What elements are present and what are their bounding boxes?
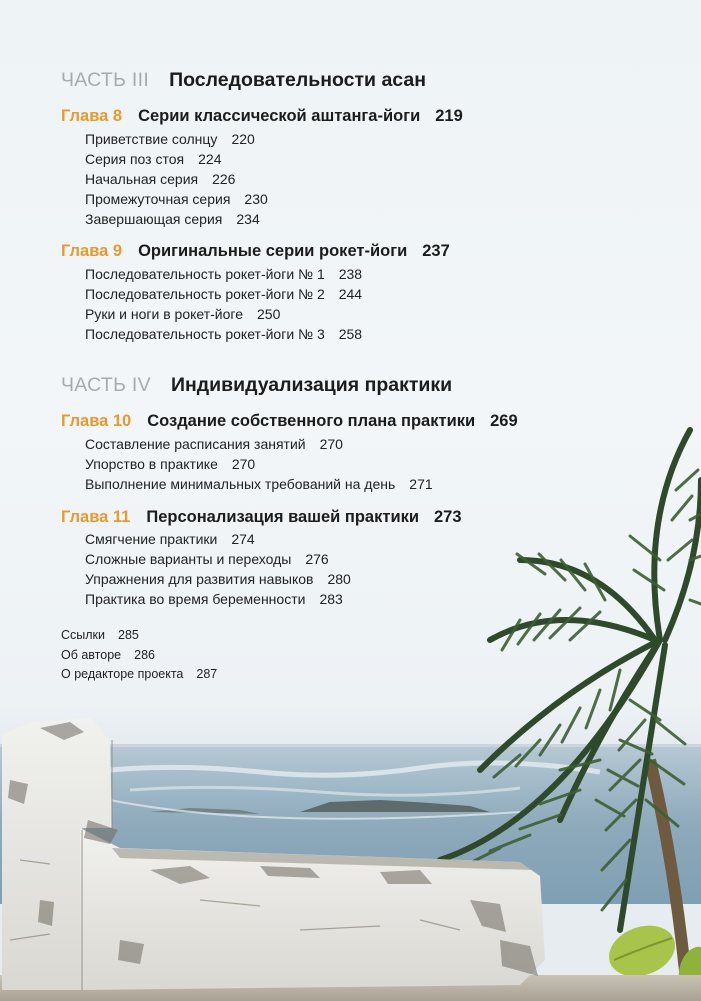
entry-title: Выполнение минимальных требований на день (85, 476, 396, 492)
entry-title: Руки и ноги в рокет-йоге (85, 306, 243, 322)
entry-page-number: 287 (196, 667, 218, 681)
toc-entry (85, 131, 255, 147)
toc-entry (85, 211, 260, 227)
entry-page-number: 258 (338, 326, 363, 342)
toc-entry (85, 571, 351, 587)
entry-title: Упражнения для развития навыков (85, 571, 314, 587)
chapter-page-number: 237 (422, 242, 450, 260)
entry-title: Завершающая серия (85, 211, 223, 227)
entry-page-number: 226 (212, 171, 236, 187)
entry-page-number: 276 (305, 551, 329, 567)
part-heading-3 (61, 69, 426, 92)
entry-title: Сложные варианты и переходы (85, 551, 292, 567)
toc-entry (85, 436, 343, 452)
entry-page-number: 230 (244, 191, 268, 207)
back-matter-entry (61, 648, 155, 662)
back-matter-entry (61, 628, 139, 642)
entry-page-number: 244 (338, 286, 363, 302)
chapter-page-number: 273 (434, 508, 462, 526)
toc-entry (85, 151, 221, 167)
entry-title: Последовательность рокет-йоги № 1 (85, 266, 325, 282)
back-matter-entry (61, 667, 217, 681)
entry-title: Серия поз стоя (85, 151, 185, 167)
chapter-page-number: 219 (435, 107, 463, 125)
chapter-label: Глава 8 (61, 107, 123, 125)
chapter-heading-10 (61, 412, 518, 431)
chapter-heading-9 (61, 242, 450, 261)
toc-entry (85, 306, 280, 322)
part-label: ЧАСТЬ III (61, 69, 150, 91)
toc-entry (85, 591, 343, 607)
chapter-label: Глава 9 (61, 242, 123, 260)
toc-entry (85, 326, 362, 342)
chapter-heading-8 (61, 107, 463, 126)
chapter-title: Персонализация вашей практики (146, 508, 419, 526)
toc-entry (85, 551, 329, 567)
chapter-page-number: 269 (490, 412, 518, 430)
entry-page-number: 274 (231, 531, 255, 547)
chapter-heading-11 (61, 508, 462, 527)
entry-page-number: 280 (327, 571, 351, 587)
entry-title: Смягчение практики (85, 531, 218, 547)
part-heading-4 (61, 374, 452, 397)
entry-title: Составление расписания занятий (85, 436, 306, 452)
entry-page-number: 270 (231, 456, 256, 472)
toc-entry (85, 456, 255, 472)
toc-entry (85, 531, 255, 547)
chapter-title: Оригинальные серии рокет-йоги (138, 242, 408, 260)
chapter-label: Глава 10 (61, 412, 132, 430)
entry-page-number: 270 (319, 436, 343, 452)
chapter-title: Серии классической аштанга-йоги (138, 107, 421, 125)
entry-title: Приветствие солнцу (85, 131, 218, 147)
entry-title: О редакторе проекта (61, 667, 184, 681)
entry-page-number: 250 (257, 306, 281, 322)
entry-page-number: 283 (319, 591, 343, 607)
entry-page-number: 285 (118, 628, 139, 642)
entry-page-number: 286 (134, 648, 155, 662)
entry-title: Последовательность рокет-йоги № 2 (85, 286, 325, 302)
entry-page-number: 220 (231, 131, 255, 147)
part-label: ЧАСТЬ IV (61, 374, 151, 396)
entry-title: Практика во время беременности (85, 591, 306, 607)
part-title: Последовательности асан (169, 69, 427, 91)
entry-page-number: 238 (338, 266, 363, 282)
entry-title: Ссылки (61, 628, 106, 642)
toc-entry (85, 171, 235, 187)
entry-title: Об авторе (61, 648, 122, 662)
chapter-title: Создание собственного плана практики (147, 412, 476, 430)
entry-title: Промежуточная серия (85, 191, 231, 207)
toc-entry (85, 476, 433, 492)
toc-entry (85, 286, 362, 302)
chapter-label: Глава 11 (61, 508, 131, 526)
entry-page-number: 224 (198, 151, 222, 167)
part-title: Индивидуализация практики (170, 374, 453, 396)
entry-title: Упорство в практике (85, 456, 218, 472)
toc-entry (85, 266, 362, 282)
toc-entry (85, 191, 268, 207)
entry-page-number: 234 (236, 211, 260, 227)
entry-title: Последовательность рокет-йоги № 3 (85, 326, 325, 342)
entry-title: Начальная серия (85, 171, 199, 187)
entry-page-number: 271 (409, 476, 433, 492)
